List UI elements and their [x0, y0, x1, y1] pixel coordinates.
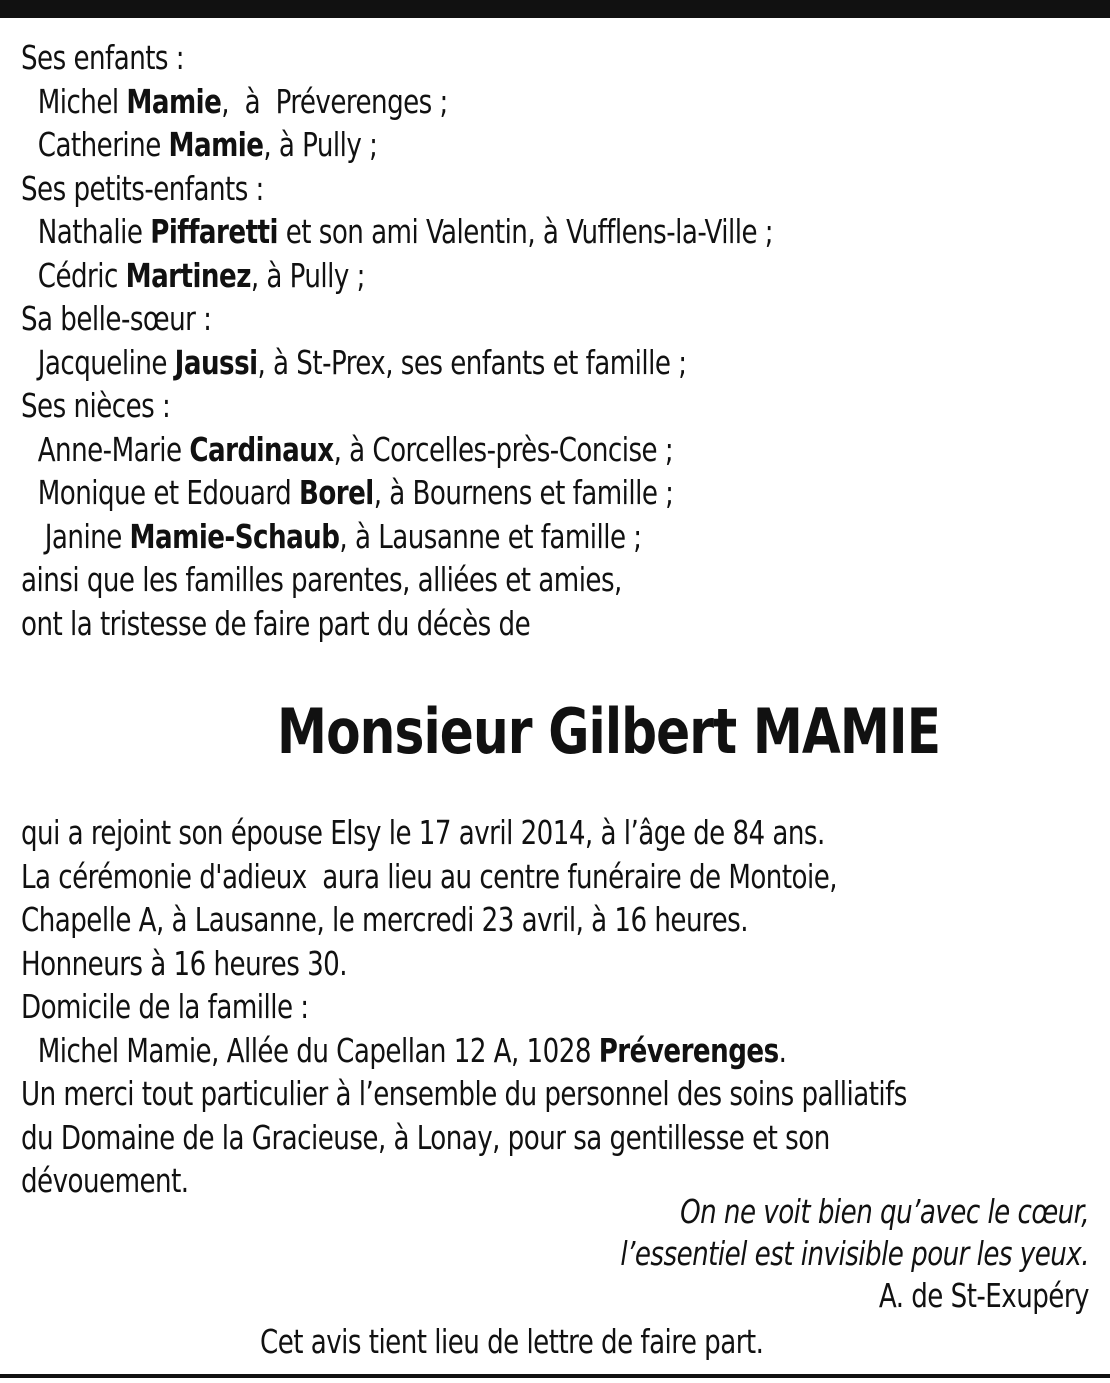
member-surname: Mamie-Schaub [129, 516, 340, 556]
announcement-line [21, 602, 963, 646]
detail-text: Domicile de la famille : [21, 987, 309, 1026]
family-member [21, 341, 963, 385]
member-rest: , à Pully ; [250, 255, 365, 295]
family-member [21, 210, 963, 254]
detail-text: Michel Mamie, Allée du Capellan 12 A, 1028 [37, 1030, 599, 1070]
member-given: Anne-Marie [37, 429, 190, 469]
member-surname: Jaussi [174, 342, 258, 382]
member-surname: Martinez [125, 255, 251, 295]
detail-line [21, 1072, 963, 1116]
detail-text: du Domaine de la Gracieuse, à Lonay, pour sa gentillesse et son [21, 1117, 830, 1157]
family-member [21, 123, 963, 167]
deceased-name: Monsieur Gilbert MAMIE [277, 695, 941, 768]
member-rest: , à Pully ; [263, 125, 378, 164]
detail-line [21, 1116, 963, 1160]
member-given: Jacqueline [37, 342, 175, 382]
detail-text: Chapelle A, à Lausanne, le mercredi 23 avril, à 16 heures. [21, 900, 748, 939]
family-address-line [21, 1029, 963, 1073]
detail-line [21, 855, 963, 899]
quote-author: A. de St-Exupéry [878, 1276, 1089, 1315]
detail-text: dévouement. [21, 1161, 189, 1200]
family-member [21, 515, 963, 559]
details-block [21, 811, 1091, 1203]
family-heading-grandchildren [21, 167, 963, 211]
top-rule [0, 0, 1110, 18]
member-surname: Mamie [168, 125, 264, 164]
member-surname: Piffaretti [150, 212, 278, 251]
member-rest: , à Préverenges ; [221, 81, 448, 121]
member-given: Nathalie [37, 212, 151, 251]
quote-line-1: On ne voit bien qu’avec le cœur, [680, 1192, 1089, 1231]
address-town: Préverenges [598, 1030, 779, 1070]
family-line-text: Ses nièces : [21, 386, 171, 425]
member-rest: , à Corcelles-près-Concise ; [333, 429, 674, 469]
family-line-text: Ses petits-enfants : [21, 168, 264, 208]
member-surname: Mamie [126, 81, 222, 121]
member-rest: , à St-Prex, ses enfants et famille ; [257, 342, 687, 382]
member-given: Cédric [37, 255, 126, 295]
family-member [21, 80, 963, 124]
family-member [21, 428, 963, 472]
member-given: Monique et Edouard [37, 473, 299, 512]
member-surname: Borel [298, 473, 374, 512]
detail-line [21, 811, 963, 855]
member-surname: Cardinaux [189, 429, 334, 469]
quote-block [389, 1191, 1089, 1317]
member-given: Catherine [37, 125, 169, 164]
family-relatives-line [21, 558, 963, 602]
member-given: Janine [44, 516, 130, 556]
family-heading-children [21, 36, 963, 80]
family-line-text: ainsi que les familles parentes, alliées et amies, [21, 560, 622, 599]
member-rest: , à Lausanne et famille ; [339, 516, 642, 556]
family-line-text: Sa belle-sœur : [21, 299, 212, 338]
member-rest: , à Bournens et famille ; [373, 473, 674, 512]
family-member [21, 254, 963, 298]
closing-block [0, 1320, 1110, 1364]
member-rest: et son ami Valentin, à Vufflens-la-Ville ; [277, 212, 774, 251]
member-given: Michel [37, 81, 127, 121]
family-list [21, 36, 1091, 645]
family-heading-sister-in-law [21, 297, 963, 341]
detail-line [21, 942, 963, 986]
detail-text: Un merci tout particulier à l’ensemble du personnel des soins palliatifs [21, 1074, 907, 1113]
detail-text: . [778, 1030, 787, 1070]
family-line-text: Ses enfants : [21, 38, 185, 77]
family-heading-nieces [21, 384, 963, 428]
family-member [21, 471, 963, 515]
detail-text: Honneurs à 16 heures 30. [21, 943, 348, 983]
bottom-rule [0, 1374, 1110, 1378]
closing-note: Cet avis tient lieu de lettre de faire part. [260, 1322, 764, 1361]
detail-text: La cérémonie d'adieux aura lieu au centre funéraire de Montoie, [21, 856, 838, 896]
detail-text: qui a rejoint son épouse Elsy le 17 avril 2014, à l’âge de 84 ans. [21, 813, 825, 852]
deceased-block [0, 692, 1110, 772]
detail-line [21, 898, 963, 942]
family-line-text: ont la tristesse de faire part du décès de [21, 603, 531, 643]
quote-line-2: l’essentiel est invisible pour les yeux. [620, 1234, 1089, 1273]
detail-line [21, 985, 963, 1029]
